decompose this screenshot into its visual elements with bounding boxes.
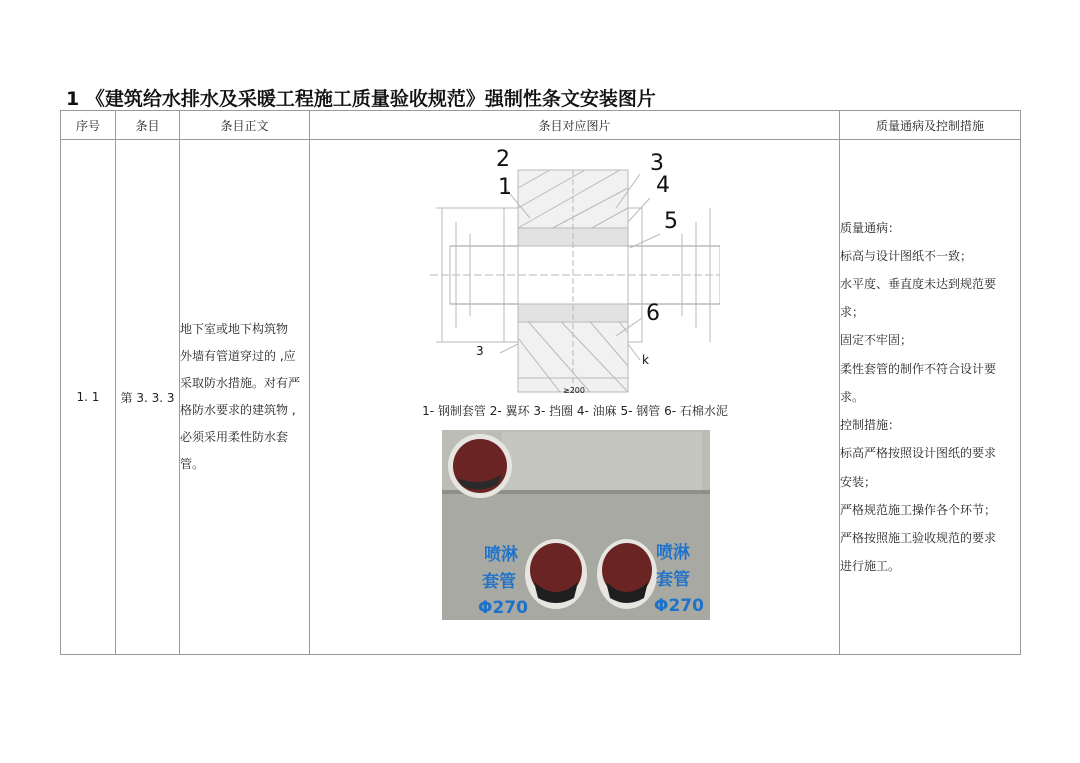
quality-line: 标高与设计图纸不一致； [840, 248, 973, 263]
clause-text-line: 格防水要求的建筑物 , [180, 403, 296, 417]
document-title: 1 《建筑给水排水及采暖工程施工质量验收规范》强制性条文安装图片 [66, 88, 656, 110]
header-seq: 序号 [61, 111, 116, 140]
quality-line: 标高严格按照设计图纸的要求 [840, 446, 997, 461]
header-quality: 质量通病及控制措施 [840, 111, 1021, 140]
quality-line: 质量通病： [840, 220, 901, 235]
quality-line: 水平度、垂直度未达到规范要 [840, 277, 997, 292]
cell-seq [61, 140, 116, 655]
cell-quality [840, 140, 1021, 655]
table-row [61, 140, 1021, 655]
quality-line: 求； [840, 305, 865, 320]
quality-line: 安装； [840, 474, 877, 489]
seq-number: 1. 1 [76, 390, 100, 404]
diagram-label: 3 [476, 344, 484, 358]
photo-label: 套管 [482, 572, 516, 592]
diagram-label: k [642, 353, 649, 367]
header-clause-text: 条目正文 [180, 111, 310, 140]
photo-label: Φ270 [478, 598, 528, 618]
photo-label: 喷淋 [484, 545, 518, 565]
cell-images [310, 140, 840, 655]
diagram-label: 6 [646, 301, 660, 326]
photo-label: Φ270 [654, 596, 704, 616]
photo-label: 套管 [656, 570, 690, 590]
diagram-caption: 1- 钢制套管 2- 翼环 3- 挡圈 4- 油麻 5- 钢管 6- 石棉水泥 [422, 404, 728, 418]
photo-label: 喷淋 [656, 543, 690, 563]
quality-line: 柔性套管的制作不符合设计要 [840, 361, 997, 376]
cell-clause [116, 140, 180, 655]
quality-line: 控制措施： [840, 418, 901, 433]
clause-text-line: 地下室或地下构筑物 [180, 322, 289, 336]
diagram-label: 5 [664, 209, 678, 234]
spec-table [60, 110, 1021, 655]
clause-number: 第 3. 3. 3 [120, 390, 175, 405]
diagram-label: 4 [656, 173, 670, 198]
cell-clause-text [180, 140, 310, 655]
clause-text-line: 必须采用柔性防水套 [180, 430, 289, 444]
quality-line: 求。 [840, 389, 865, 404]
diagram-dimension: ≥200 [563, 386, 585, 395]
clause-text-line: 管。 [180, 457, 205, 471]
diagram-label: 1 [498, 175, 512, 200]
quality-line: 严格按照施工验收规范的要求 [840, 530, 997, 545]
header-images: 条目对应图片 [310, 111, 840, 140]
quality-line: 固定不牢固； [840, 333, 913, 348]
header-clause: 条目 [116, 111, 180, 140]
diagram-label: 3 [650, 151, 664, 176]
table-header-row [61, 111, 1021, 140]
clause-text-line: 采取防水措施。对有严 [180, 376, 301, 390]
diagram-label: 2 [496, 148, 510, 172]
quality-line: 进行施工。 [840, 559, 901, 574]
sleeve-photo [442, 430, 710, 620]
quality-line: 严格规范施工操作各个环节； [840, 502, 997, 517]
sleeve-diagram [420, 148, 720, 401]
clause-text-line: 外墙有管道穿过的 ,应 [180, 349, 296, 363]
